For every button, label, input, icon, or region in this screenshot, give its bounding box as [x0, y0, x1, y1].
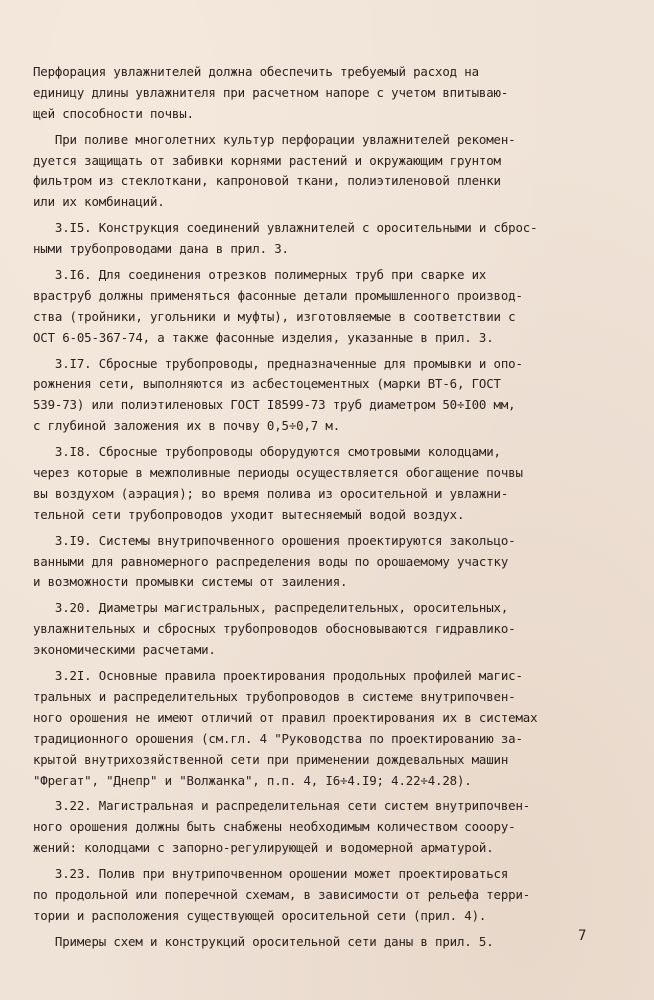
text-line: увлажнительных и сбросных трубопроводов обосновываются гидравлико- — [33, 621, 516, 637]
text-line: тории и расположения существующей оросительной сети (прил. 4). — [33, 907, 487, 923]
text-line: 3.I5. Конструкция соединений увлажнителей с оросительными и сброс- — [33, 220, 538, 236]
text-line: враструб должны применяться фасонные детали промышленного производ- — [33, 287, 523, 303]
text-line: щей способности почвы. — [33, 105, 194, 121]
text-line: "Фрегат", "Днепр" и "Волжанка", п.п. 4, I6÷4.I9; 4.22÷4.28). — [33, 772, 472, 788]
text-line: вы воздухом (аэрация); во время полива из оросительной и увлажни- — [33, 485, 509, 501]
paragraph — [33, 666, 623, 791]
text-line: 3.I9. Системы внутрипочвенного орошения проектируются закольцо- — [33, 532, 516, 548]
paragraph — [33, 932, 623, 953]
text-line: ванными для равномерного распределения воды по орошаемому участку — [33, 553, 509, 569]
paragraph — [33, 218, 623, 260]
text-line: дуется защищать от забивки корнями растений и окружающим грунтом — [33, 152, 501, 168]
text-line: крытой внутрихозяйственной сети при применении дождевальных машин — [33, 751, 509, 767]
paragraph — [33, 354, 623, 438]
text-line: тельной сети трубопроводов уходит вытесняемый водой воздух. — [33, 506, 465, 522]
paragraph — [33, 598, 623, 661]
text-line: единицу длины увлажнителя при расчетном напоре с учетом впитываю- — [33, 84, 509, 100]
page-number: 7 — [578, 928, 587, 944]
text-line: 3.22. Магистральная и распределительная сети систем внутрипочвен- — [33, 798, 531, 814]
paragraph — [33, 796, 623, 859]
text-line: ными трубопроводами дана в прил. 3. — [33, 241, 289, 257]
text-line: и возможности промывки системы от заиления. — [33, 574, 348, 590]
text-line: рожнения сети, выполняются из асбестоцементных (марки ВТ-6, ГОСТ — [33, 376, 501, 392]
text-line: ного орошения не имеют отличий от правил проектирования их в системах — [33, 709, 538, 725]
text-line: тральных и распределительных трубопроводов в системе внутрипочвен- — [33, 688, 516, 704]
text-line: ного орошения должны быть снабжены необходимым количеством сооору- — [33, 819, 516, 835]
text-line: экономическими расчетами. — [33, 642, 216, 658]
text-line: Примеры схем и конструкций оросительной сети даны в прил. 5. — [33, 933, 494, 949]
text-line: 3.23. Полив при внутрипочвенном орошении может проектироваться — [33, 866, 509, 882]
paragraph — [33, 265, 623, 349]
text-line: жений: колодцами с запорно-регулирующей и водомерной арматурой. — [33, 840, 494, 856]
text-line: ОСТ 6-05-367-74, а также фасонные изделия, указанные в прил. 3. — [33, 329, 494, 345]
text-line: 3.I8. Сбросные трубопроводы оборудуются смотровыми колодцами, — [33, 444, 501, 460]
text-line: 3.I6. Для соединения отрезков полимерных труб при сварке их — [33, 267, 487, 283]
paragraph — [33, 62, 623, 125]
text-line: 3.2I. Основные правила проектирования продольных профилей магис- — [33, 668, 523, 684]
text-line: При поливе многолетних культур перфорации увлажнителей рекомен- — [33, 131, 516, 147]
paragraph — [33, 864, 623, 927]
text-line: с глубиной заложения их в почву 0,5÷0,7 м. — [33, 418, 341, 434]
paragraph — [33, 442, 623, 526]
text-line: 3.I7. Сбросные трубопроводы, предназначенные для промывки и опо- — [33, 355, 523, 371]
paragraph — [33, 531, 623, 594]
text-line: или их комбинаций. — [33, 194, 165, 210]
paragraph — [33, 130, 623, 214]
text-line: традиционного орошения (см.гл. 4 "Руководства по проектированию за- — [33, 730, 523, 746]
text-line: 539-73) или полиэтиленовых ГОСТ I8599-73 труб диаметром 50÷I00 мм, — [33, 397, 516, 413]
text-line: Перфорация увлажнителей должна обеспечить требуемый расход на — [33, 64, 479, 79]
document-body — [33, 62, 623, 953]
text-line: по продольной или поперечной схемам, в зависимости от рельефа терри- — [33, 886, 531, 902]
text-line: фильтром из стеклоткани, капроновой ткани, полиэтиленовой пленки — [33, 173, 501, 189]
text-line: ства (тройники, угольники и муфты), изготовляемые в соответствии с — [33, 308, 516, 324]
text-line: 3.20. Диаметры магистральных, распределительных, оросительных, — [33, 600, 509, 616]
text-line: через которые в межполивные периоды осуществляется обогащение почвы — [33, 465, 523, 481]
